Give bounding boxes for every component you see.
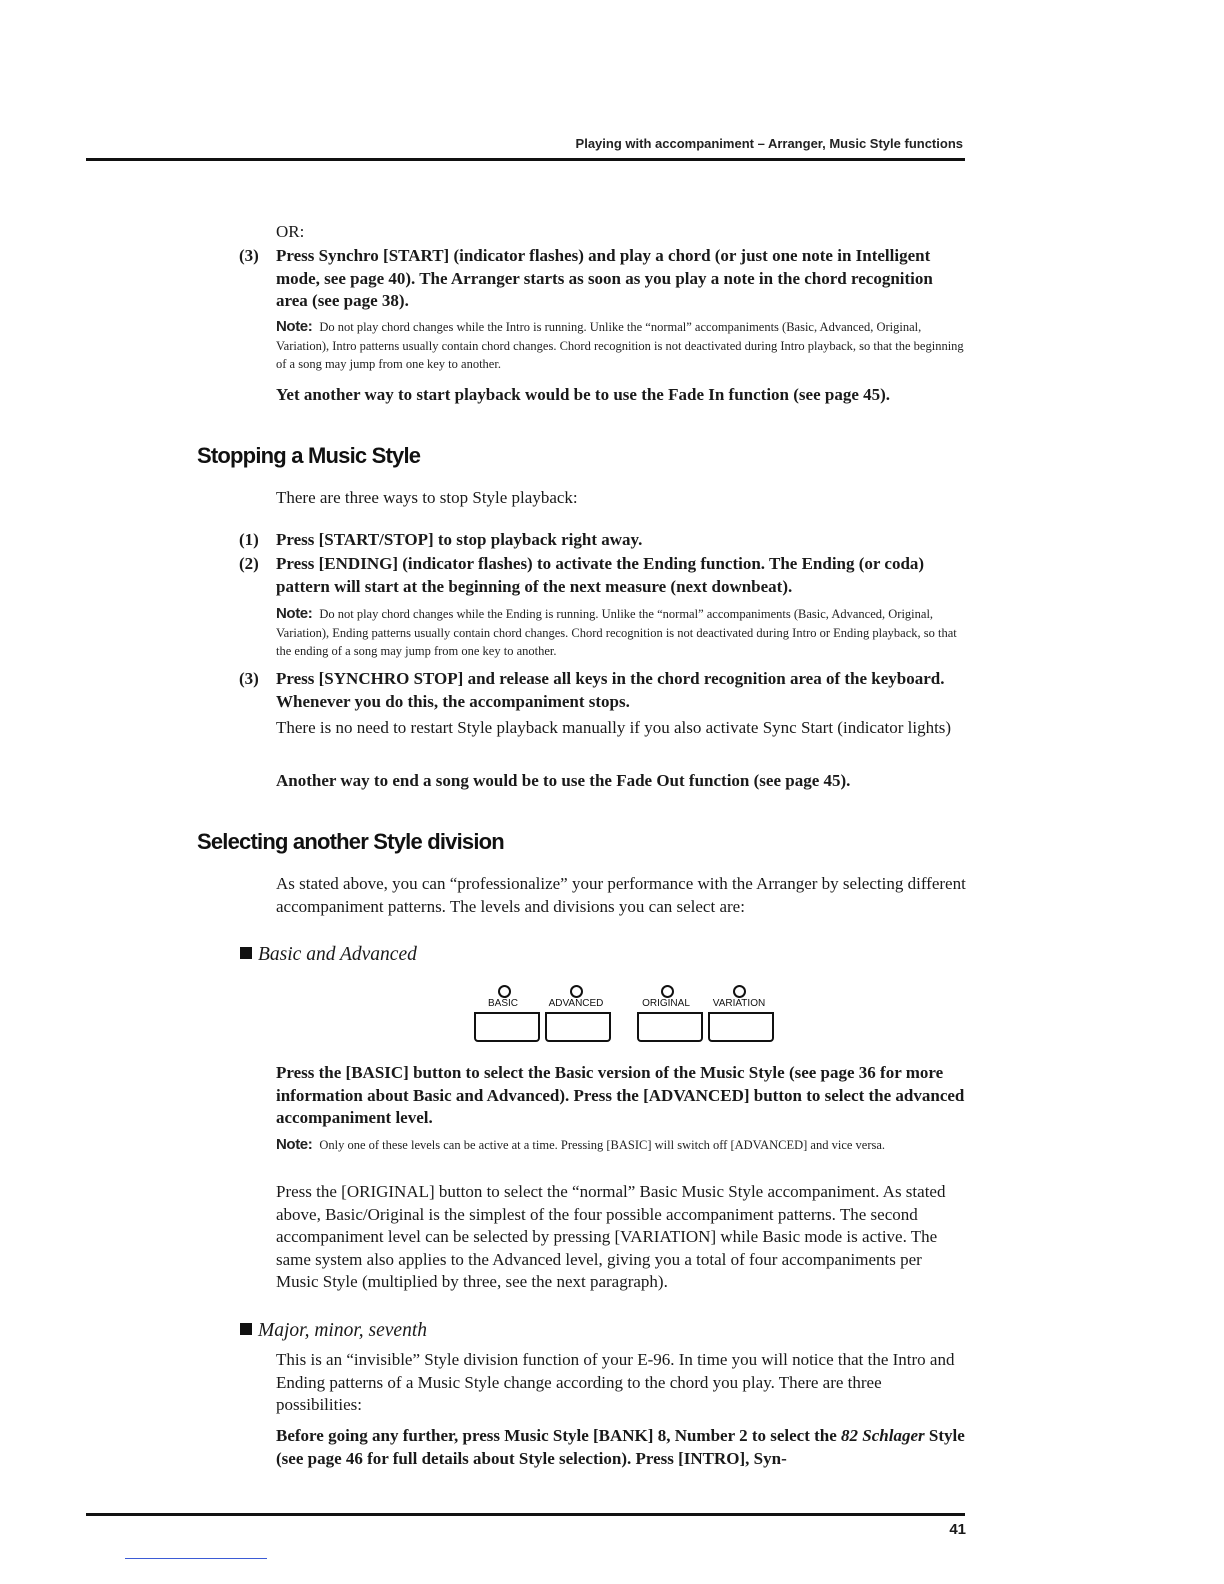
button-label-variation: VARIATION: [712, 998, 766, 1009]
footer-rule: [86, 1513, 965, 1516]
led-indicator-icon: [498, 985, 511, 998]
footer-blue-line: [125, 1558, 267, 1559]
subheading-major-minor: Major, minor, seventh: [240, 1320, 427, 1342]
step-number: (2): [239, 554, 259, 573]
final-paragraph: Before going any further, press Music Style [BANK] 8, Number 2 to select the 82 Schlager Style (see page 46 for full details about Style selection). Press [INTRO], Syn-: [276, 1426, 965, 1468]
section-heading-stopping: Stopping a Music Style: [197, 443, 421, 468]
original-paragraph: Press the [ORIGINAL] button to select the “normal” Basic Music Style accompaniment. As stated above, Basic/Original is the simplest of the four possible accompaniment patterns. The second accompaniment level can be selected by pressing [VARIATION] while Basic mode is active. The same system also applies to the Advanced level, giving you a total of four accompaniments per Music Style (multiplied by three, see the next paragraph).: [276, 1182, 946, 1291]
note-text: Do not play chord changes while the Intro is running. Unlike the “normal” accompaniments (Basic, Advanced, Original, Variation), Intro patterns usually contain chord changes. Chord recognition is not deactivated during Intro playback, so that the beginning of a song may jump from one key to another.: [276, 320, 964, 371]
step-sub-text: There is no need to restart Style playback manually if you also activate Sync Start (indicator lights): [276, 718, 952, 737]
note: [276, 1136, 966, 1155]
basic-button: [474, 1012, 540, 1042]
original-button: [637, 1012, 703, 1042]
led-indicator-icon: [661, 985, 674, 998]
bullet-square-icon: [240, 1323, 252, 1335]
note-text: Only one of these levels can be active at a time. Pressing [BASIC] will switch off [ADVANCED] and vice versa.: [319, 1138, 886, 1152]
led-indicator-icon: [733, 985, 746, 998]
header-rule: [86, 158, 965, 161]
variation-button: [708, 1012, 774, 1042]
or-label: OR:: [276, 222, 305, 241]
button-label-original: ORIGINAL: [642, 998, 690, 1009]
fade-in-text: Yet another way to start playback would be to use the Fade In function (see page 45).: [276, 385, 891, 404]
stopping-intro: There are three ways to stop Style playback:: [276, 488, 578, 507]
page-number: 41: [949, 1521, 966, 1538]
fade-out-text: Another way to end a song would be to use the Fade Out function (see page 45).: [276, 771, 851, 790]
step-text: Press [ENDING] (indicator flashes) to activate the Ending function. The Ending (or coda) pattern will start at the beginning of the next measure (next downbeat).: [276, 554, 925, 596]
subheading-basic-advanced: Basic and Advanced: [240, 944, 417, 966]
major-paragraph: This is an “invisible” Style division function of your E-96. In time you will notice that the Intro and Ending patterns of a Music Style change according to the chord you play. There are three possibilities:: [276, 1350, 955, 1414]
step-number: (1): [239, 530, 259, 549]
step-number: (3): [239, 669, 259, 688]
note-text: Do not play chord changes while the Ending is running. Unlike the “normal” accompaniments (Basic, Advanced, Original, Variation), Ending patterns usually contain chord changes. Chord recognition is not deactivated during Intro or Ending playback, so that the ending of a song may jump from one key to another.: [276, 607, 957, 658]
note-label: Note:: [276, 318, 313, 335]
led-indicator-icon: [570, 985, 583, 998]
note-label: Note:: [276, 605, 313, 622]
bullet-square-icon: [240, 947, 252, 959]
button-label-basic: BASIC: [487, 998, 518, 1009]
note: [276, 605, 966, 661]
note-label: Note:: [276, 1136, 313, 1153]
section-heading-selecting: Selecting another Style division: [197, 829, 504, 854]
basic-paragraph: Press the [BASIC] button to select the Basic version of the Music Style (see page 36 for more information about Basic and Advanced). Press the [ADVANCED] button to select the advanced accompaniment level.: [276, 1063, 965, 1127]
step-text: Press [SYNCHRO STOP] and release all keys in the chord recognition area of the keyboard. Whenever you do this, the accompaniment stops.: [276, 669, 945, 711]
step-text: Press Synchro [START] (indicator flashes) and play a chord (or just one note in Intelligent mode, see page 40). The Arranger starts as soon as you play a note in the chord recognition area (see page 38).: [276, 246, 933, 310]
note: [276, 318, 966, 374]
advanced-button: [545, 1012, 611, 1042]
button-label-advanced: ADVANCED: [548, 998, 604, 1009]
step-number: (3): [239, 246, 259, 265]
selecting-intro: As stated above, you can “professionalize” your performance with the Arranger by selecting different accompaniment patterns. The levels and divisions you can select are:: [276, 874, 966, 916]
step-text: Press [START/STOP] to stop playback right away.: [276, 530, 643, 549]
running-header: Playing with accompaniment – Arranger, Music Style functions: [575, 136, 963, 151]
